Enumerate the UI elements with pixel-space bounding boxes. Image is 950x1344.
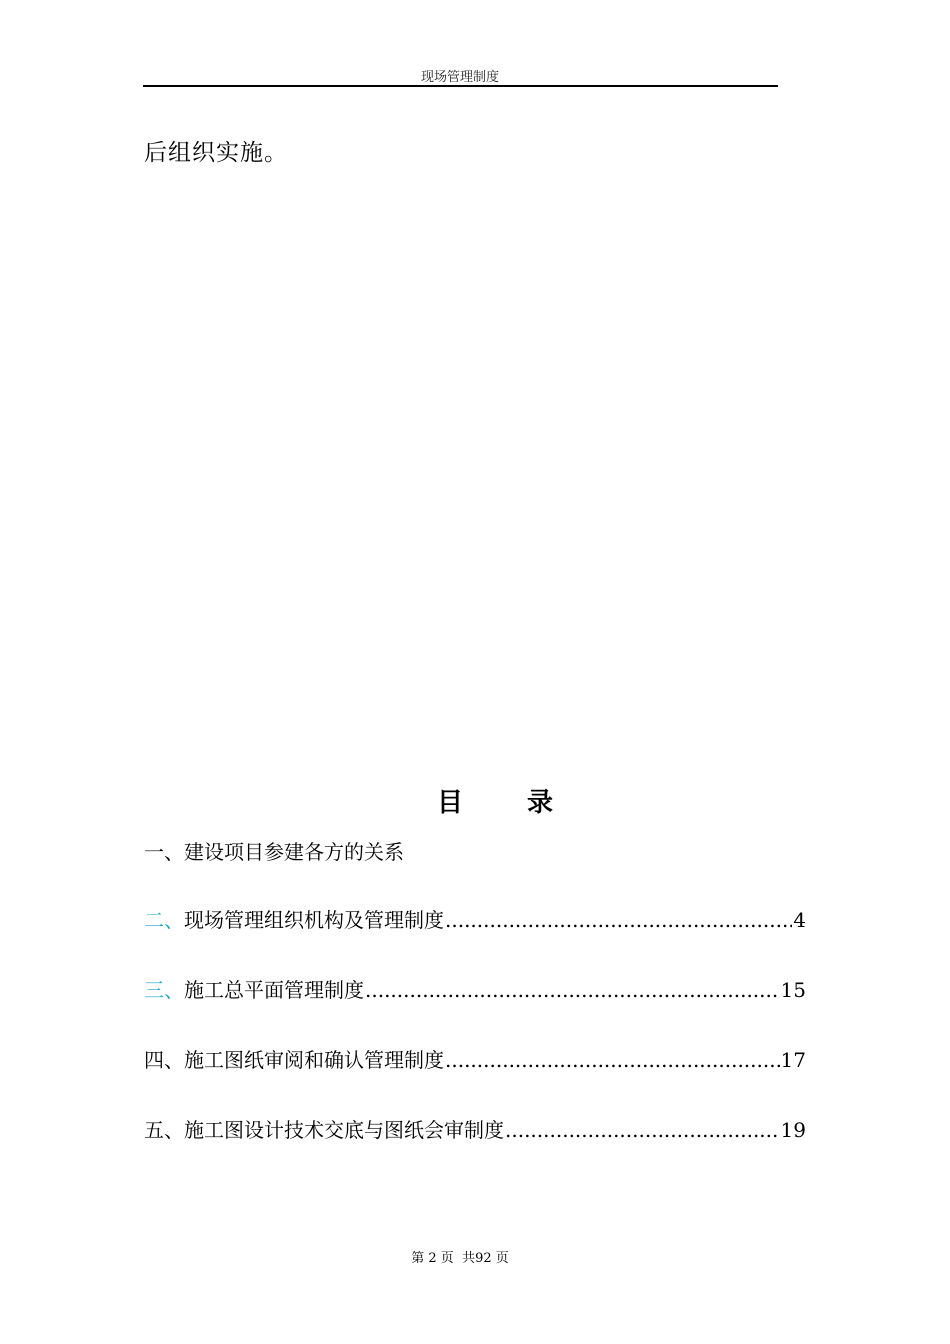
page-footer <box>0 1247 920 1266</box>
toc-entry-5[interactable] <box>144 1114 806 1143</box>
toc-entry-2[interactable] <box>144 904 806 933</box>
toc-entry-4[interactable] <box>144 1044 806 1073</box>
toc-title <box>0 782 950 819</box>
toc-entry-page: 17 <box>780 1048 806 1072</box>
toc-entry-title: 施工总平面管理制度 <box>184 978 364 1002</box>
body-continuation-text: 后组织实施。 <box>144 140 288 166</box>
toc-entry-title: 施工图设计技术交底与图纸会审制度 <box>184 1118 504 1142</box>
toc-entry-title: 现场管理组织机构及管理制度 <box>184 908 444 932</box>
footer-total-pages: 92 <box>475 1251 492 1266</box>
toc-entry-title: 施工图纸审阅和确认管理制度 <box>184 1048 444 1072</box>
toc-entry-3[interactable] <box>144 974 806 1003</box>
toc-entry-page: 15 <box>780 978 806 1002</box>
footer-suffix: 页 <box>495 1251 509 1266</box>
toc-dot-leader <box>365 978 780 1002</box>
footer-current-page: 2 <box>428 1251 437 1266</box>
toc-title-left: 目 <box>436 788 463 818</box>
footer-mid: 页 共 <box>440 1251 476 1266</box>
toc-entry-page: 19 <box>780 1118 806 1142</box>
toc-entry-page: 4 <box>793 908 806 932</box>
toc-entry-number: 四、 <box>144 1048 184 1072</box>
toc-title-right: 录 <box>527 788 554 818</box>
toc-entry-number: 一、 <box>144 840 184 864</box>
toc-dot-leader <box>445 908 792 932</box>
toc-entry-title: 建设项目参建各方的关系 <box>184 840 404 864</box>
toc-entry-number[interactable]: 三、 <box>144 978 184 1002</box>
toc-entry-number[interactable]: 二、 <box>144 908 184 932</box>
toc-entry-1[interactable] <box>144 836 806 865</box>
toc-dot-leader <box>445 1048 780 1072</box>
page-header-title: 现场管理制度 <box>420 70 499 85</box>
toc-entry-number: 五、 <box>144 1118 184 1142</box>
toc-dot-leader <box>505 1118 780 1142</box>
footer-prefix: 第 <box>411 1251 425 1266</box>
header-rule <box>143 85 778 87</box>
